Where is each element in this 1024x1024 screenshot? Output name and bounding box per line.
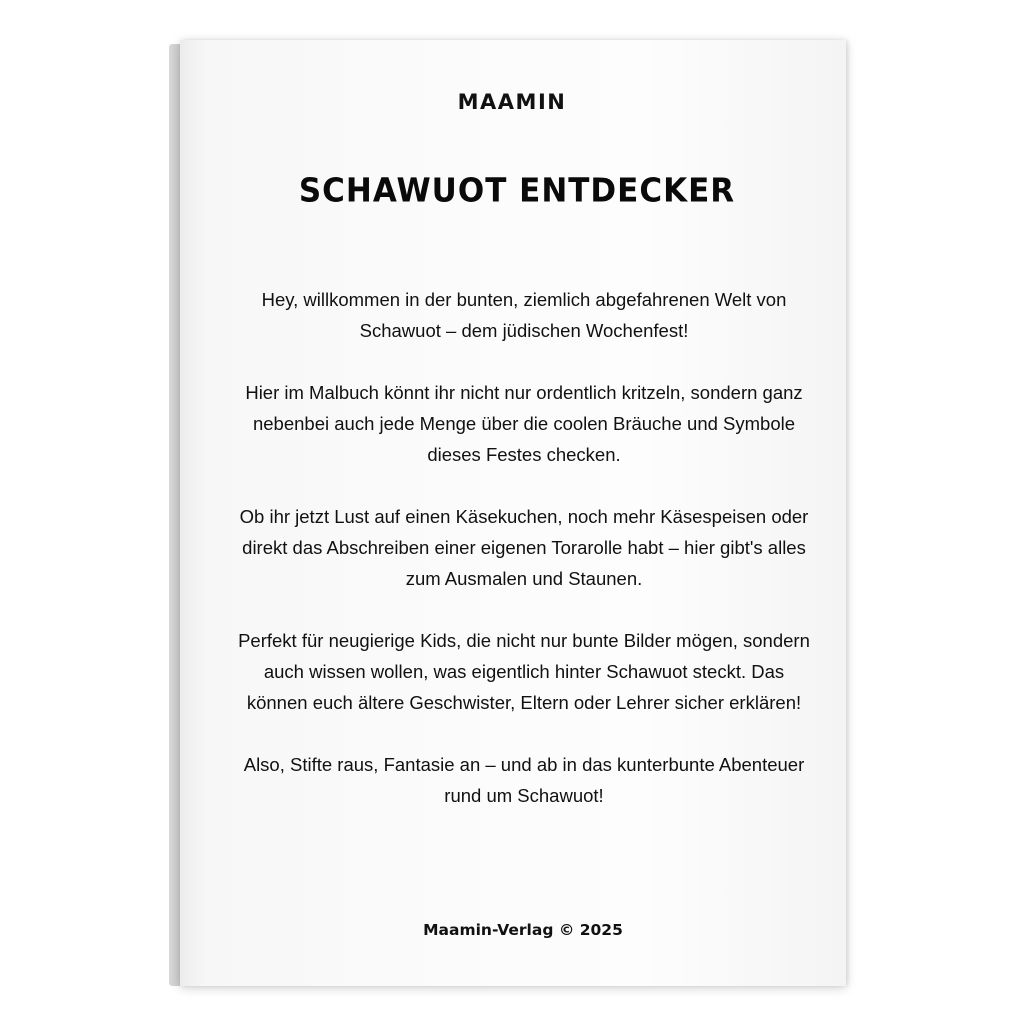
paragraph-coloring-book: Hier im Malbuch könnt ihr nicht nur ordentlich kritzeln, sondern ganz nebenbei auch jede Menge über die coolen Bräuche und Symbole dieses Festes checken.	[245, 382, 803, 465]
paragraph-welcome: Hey, willkommen in der bunten, ziemlich abgefahrenen Welt von Schawuot – dem jüdischen Wochenfest!	[261, 289, 787, 341]
paragraph-kids: Perfekt für neugierige Kids, die nicht nur bunte Bilder mögen, sondern auch wissen wollen, was eigentlich hinter Schawuot steckt. Das können euch ältere Geschwister, Eltern oder Lehrer sicher erklären!	[238, 630, 810, 713]
publisher-copyright: Maamin-Verlag © 2025	[423, 921, 623, 939]
paragraph-cheesecake: Ob ihr jetzt Lust auf einen Käsekuchen, noch mehr Käsespeisen oder direkt das Abschreiben einer eigenen Torarolle habt – hier gibt's alles zum Ausmalen und Staunen.	[239, 506, 809, 589]
paragraph-closing: Also, Stifte raus, Fantasie an – und ab in das kunterbunte Abenteuer rund um Schawuot!	[243, 754, 805, 806]
book-title: SCHAWUOT ENTDECKER	[298, 172, 736, 210]
intro-text	[232, 284, 816, 811]
brand-name: MAAMIN	[457, 90, 567, 114]
